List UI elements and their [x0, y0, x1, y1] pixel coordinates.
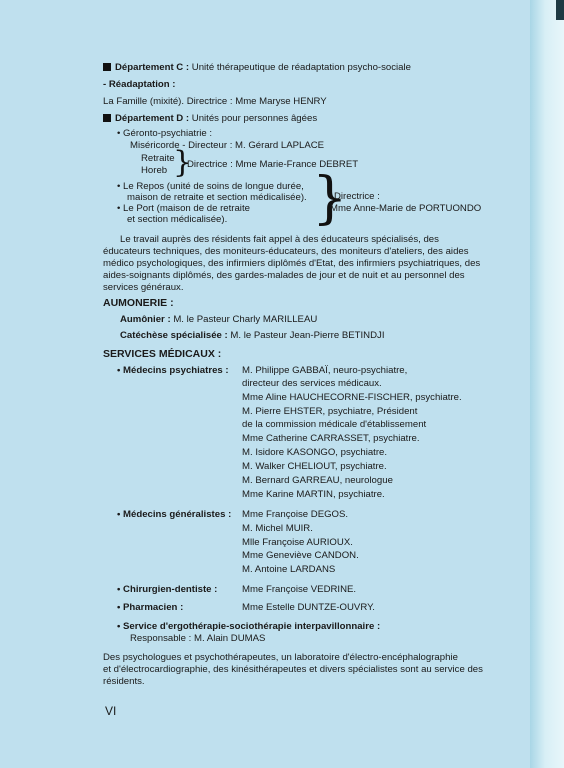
gen-entry: Mme Françoise DEGOS.	[242, 509, 349, 520]
retraite-label: Retraite	[141, 153, 175, 164]
gen-entry: M. Michel MUIR.	[242, 523, 313, 534]
gen-label: • Médecins généralistes :	[117, 509, 232, 520]
aumonier-label: Aumônier :	[120, 314, 171, 325]
dept-d-text: Unités pour personnes âgées	[191, 113, 318, 124]
catechese-label: Catéchèse spécialisée :	[120, 330, 228, 341]
readaptation-text: La Famille (mixité). Directrice : Mme Maryse HENRY	[103, 96, 327, 107]
psy-entry: directeur des services médicaux.	[242, 378, 382, 389]
psy-entry: M. Philippe GABBAÏ, neuro-psychiatre,	[242, 365, 408, 376]
ergo-responsable: Responsable : M. Alain DUMAS	[130, 633, 266, 644]
retraite-director: Directrice : Mme Marie-France DEBRET	[187, 159, 359, 170]
port-line-1: • Le Port (maison de de retraite	[117, 203, 250, 214]
repos-director-label: Directrice :	[334, 191, 380, 202]
repos-director-name: Mme Anne-Marie de PORTUONDO	[330, 203, 482, 214]
psy-entry: M. Bernard GARREAU, neurologue	[242, 475, 393, 486]
dept-d-line	[103, 113, 317, 124]
ergo-label: • Service d'ergothérapie-sociothérapie interpavillonnaire :	[117, 621, 381, 632]
psy-entry: M. Walker CHELIOUT, psychiatre.	[242, 461, 387, 472]
dept-c-line	[103, 62, 411, 73]
psy-entry: Mme Catherine CARRASSET, psychiatre.	[242, 433, 420, 444]
repos-line-1: • Le Repos (unité de soins de longue durée,	[117, 181, 304, 192]
psy-label: • Médecins psychiatres :	[117, 365, 229, 376]
port-line-2: et section médicalisée).	[127, 214, 228, 225]
psy-entry: M. Isidore KASONGO, psychiatre.	[242, 447, 388, 458]
pharma-name: Mme Estelle DUNTZE-OUVRY.	[242, 602, 375, 613]
dentist-name: Mme Françoise VEDRINE.	[242, 584, 357, 595]
staff-paragraph-line: aides-soignants diplômés, des gardes-malades de jour et de nuit et au personnel des	[103, 270, 465, 281]
staff-paragraph-line: Le travail auprès des résidents fait appel à des éducateurs spécialisés, des	[120, 234, 439, 245]
brace-icon: }	[173, 145, 193, 180]
page-edge-shadow	[530, 0, 564, 768]
page-corner-mark	[556, 0, 564, 20]
closing-paragraph-line: et d'électrocardiographie, des kinésithérapeutes et divers spécialistes sont au service des	[103, 664, 483, 675]
dept-d-label: Département D :	[115, 113, 190, 124]
closing-paragraph-line: résidents.	[103, 676, 145, 687]
gen-entry: Mme Geneviève CANDON.	[242, 550, 359, 561]
gen-entry: Mlle Françoise AURIOUX.	[242, 537, 353, 548]
catechese-line	[120, 330, 385, 341]
square-bullet-icon	[103, 63, 111, 71]
staff-paragraph-line: médico psychologiques, des infirmiers diplômés d'Etat, des infirmiers psychiatriques, des	[103, 258, 481, 269]
geronto-title: • Géronto-psychiatrie :	[117, 128, 213, 139]
aumonier-line	[120, 314, 317, 325]
aumonerie-heading: AUMONERIE :	[103, 297, 174, 309]
aumonier-text: M. le Pasteur Charly MARILLEAU	[173, 314, 318, 325]
psy-entry: Mme Aline HAUCHECORNE-FISCHER, psychiatre.	[242, 392, 462, 403]
psy-entry: de la commission médicale d'établissement	[242, 419, 427, 430]
dept-c-label: Département C :	[115, 62, 190, 73]
gen-entry: M. Antoine LARDANS	[242, 564, 336, 575]
catechese-text: M. le Pasteur Jean-Pierre BETINDJI	[230, 330, 385, 341]
geronto-line: Miséricorde - Directeur : M. Gérard LAPLACE	[130, 140, 325, 151]
dentist-label: • Chirurgien-dentiste :	[117, 584, 218, 595]
services-heading: SERVICES MÉDICAUX :	[103, 348, 222, 360]
brace-icon: }	[312, 166, 348, 231]
closing-paragraph-line: Des psychologues et psychothérapeutes, un laboratoire d'électro-encéphalographie	[103, 652, 458, 663]
staff-paragraph-line: éducateurs techniques, des moniteurs-éducateurs, des moniteurs d'ateliers, des aides	[103, 246, 469, 257]
square-bullet-icon	[103, 114, 111, 122]
repos-line-2: maison de retraite et section médicalisée).	[127, 192, 307, 203]
psy-entry: Mme Karine MARTIN, psychiatre.	[242, 489, 385, 500]
page-number: VI	[105, 704, 117, 718]
staff-paragraph-line: services généraux.	[103, 282, 184, 293]
psy-entry: M. Pierre EHSTER, psychiatre, Président	[242, 406, 418, 417]
readaptation-label: - Réadaptation :	[103, 79, 176, 90]
horeb-label: Horeb	[141, 165, 168, 176]
pharma-label: • Pharmacien :	[117, 602, 184, 613]
dept-c-text: Unité thérapeutique de réadaptation psycho-sociale	[191, 62, 411, 73]
